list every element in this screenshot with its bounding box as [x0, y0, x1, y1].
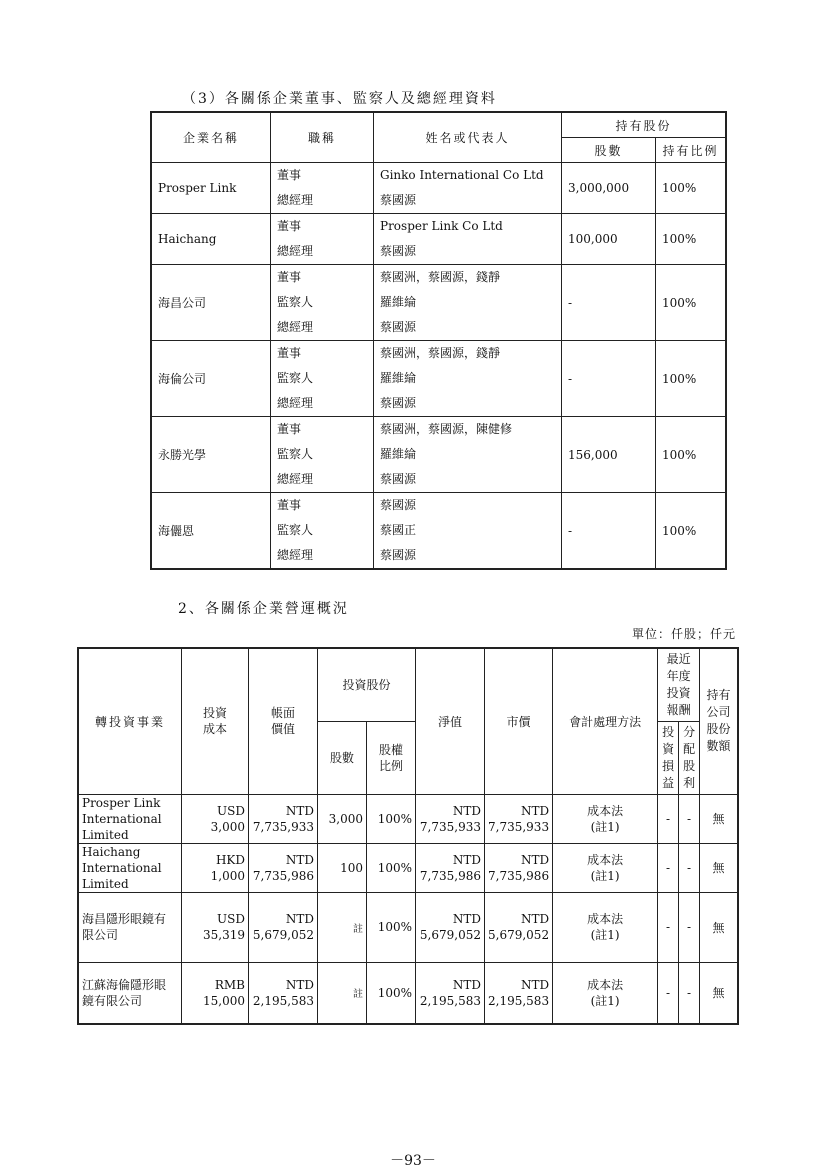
market-cell — [485, 892, 553, 962]
col-shares2: 股數 — [318, 721, 367, 794]
cell-line: Haichang — [82, 844, 141, 859]
book-cell — [249, 843, 318, 892]
cost-cell — [182, 843, 249, 892]
cell-line: USD — [217, 803, 245, 818]
title-line: 董事 — [277, 422, 302, 436]
cell-line: 5,679,052 — [252, 928, 314, 942]
title-cell — [271, 341, 374, 417]
title-line: 監察人 — [277, 371, 314, 385]
col-shares: 股數 — [562, 138, 656, 163]
cell-line: 2,195,583 — [488, 993, 550, 1008]
ratio-cell: 100% — [367, 794, 416, 843]
cell-line: 35,319 — [203, 928, 245, 942]
table-row — [78, 962, 738, 1024]
shares-cell: 3,000 — [318, 794, 367, 843]
table-row — [151, 493, 726, 570]
method-cell — [553, 892, 658, 962]
cell-line: International — [82, 860, 162, 875]
owned-cell: 無 — [700, 843, 738, 892]
market-cell — [485, 843, 553, 892]
name-line: 蔡國源 — [380, 244, 417, 258]
table-row — [151, 341, 726, 417]
cell-line: 7,735,933 — [488, 819, 550, 834]
col-networth: 淨值 — [416, 648, 485, 794]
title-line: 董事 — [277, 168, 302, 182]
shares-cell: 註 — [318, 892, 367, 962]
operations-table — [77, 647, 739, 1025]
cell-line: NTD — [285, 912, 314, 926]
cell-line: (註1) — [590, 868, 620, 883]
cell-line: (註1) — [590, 993, 620, 1008]
cell-line: 限公司 — [82, 928, 119, 942]
company-cell: Prosper Link — [151, 163, 271, 214]
table-row — [151, 417, 726, 493]
title-line: 監察人 — [277, 447, 314, 461]
cell-line: 7,735,986 — [252, 868, 314, 883]
col-method: 會計處理方法 — [553, 648, 658, 794]
directors-table-body — [151, 163, 726, 570]
title-line: 總經理 — [277, 396, 314, 410]
table-row — [78, 892, 738, 962]
gain-cell: - — [658, 892, 679, 962]
name-cell — [374, 493, 562, 570]
cell-line: NTD — [520, 852, 550, 867]
cell-line: International — [82, 811, 162, 826]
col-gainloss: 投 資 損 益 — [658, 721, 679, 794]
col-reward: 最近 年度 投資 報酬 — [658, 648, 700, 721]
cell-line: 7,735,986 — [419, 868, 481, 883]
cell-line: NTD — [285, 852, 314, 867]
cell-line: 2,195,583 — [252, 993, 314, 1008]
title-line: 總經理 — [277, 472, 314, 486]
cell-line: NTD — [285, 803, 314, 818]
ratio-cell: 100% — [656, 341, 727, 417]
cell-line: Limited — [82, 876, 129, 891]
cell-line: 15,000 — [203, 993, 245, 1008]
name-line: 蔡國源 — [380, 320, 417, 334]
cell-line: NTD — [285, 977, 314, 992]
shares-cell: 156,000 — [562, 417, 656, 493]
name-line: Ginko International Co Ltd — [380, 168, 544, 182]
cell-line: 7,735,986 — [488, 868, 550, 883]
book-cell — [249, 962, 318, 1024]
networth-cell — [416, 843, 485, 892]
gain-cell: - — [658, 962, 679, 1024]
name-cell — [374, 265, 562, 341]
unit-label: 單位：仟股；仟元 — [631, 627, 736, 641]
ratio-cell: 100% — [656, 214, 727, 265]
name-line: 蔡國洲，蔡國源，錢靜 — [380, 270, 501, 284]
company-cell: 海儷恩 — [151, 493, 271, 570]
dividend-cell: - — [679, 843, 700, 892]
ratio-cell: 100% — [367, 962, 416, 1024]
book-cell — [249, 892, 318, 962]
table-row — [151, 265, 726, 341]
name-line: 羅維綸 — [380, 371, 417, 385]
ratio-cell: 100% — [656, 265, 727, 341]
book-cell — [249, 794, 318, 843]
name-cell — [374, 163, 562, 214]
cell-line: 鏡有限公司 — [82, 993, 143, 1008]
name-cell — [374, 214, 562, 265]
cost-cell — [182, 962, 249, 1024]
name-cell — [374, 417, 562, 493]
col-business: 轉投資事業 — [78, 648, 182, 794]
col-ratio2: 股權 比例 — [367, 721, 416, 794]
cell-line: 5,679,052 — [419, 928, 481, 942]
dividend-cell: - — [679, 892, 700, 962]
dividend-cell: - — [679, 794, 700, 843]
dividend-cell: - — [679, 962, 700, 1024]
col-book: 帳面 價值 — [249, 648, 318, 794]
cell-line: NTD — [520, 912, 550, 926]
cell-line: 成本法 — [587, 803, 624, 818]
name-line: 蔡國源 — [380, 472, 417, 486]
page-number: －93－ — [390, 1153, 436, 1169]
title-line: 總經理 — [277, 244, 314, 258]
title-line: 監察人 — [277, 295, 314, 309]
cell-line: 成本法 — [587, 852, 624, 867]
cell-line: 3,000 — [210, 819, 245, 834]
operations-table-body — [78, 794, 738, 1024]
shares-cell: - — [562, 493, 656, 570]
cell-line: NTD — [452, 803, 481, 818]
ratio-cell: 100% — [656, 493, 727, 570]
shares-cell: - — [562, 341, 656, 417]
title-cell — [271, 417, 374, 493]
title-line: 董事 — [277, 346, 302, 360]
name-line: 羅維綸 — [380, 447, 417, 461]
owned-cell: 無 — [700, 962, 738, 1024]
cell-line: NTD — [452, 912, 481, 926]
title-line: 總經理 — [277, 193, 314, 207]
shares-cell: 註 — [318, 962, 367, 1024]
shares-cell: 100 — [318, 843, 367, 892]
section2-heading: 2、各關係企業營運概況 — [178, 601, 349, 617]
name-line: 蔡國洲，蔡國源，錢靜 — [380, 346, 501, 360]
company-cell: 海昌公司 — [151, 265, 271, 341]
cell-line: 7,735,933 — [419, 819, 481, 834]
ratio-cell: 100% — [367, 892, 416, 962]
cell-line: RMB — [214, 977, 245, 992]
cell-line: 成本法 — [587, 912, 624, 926]
method-cell — [553, 843, 658, 892]
title-cell — [271, 163, 374, 214]
title-line: 監察人 — [277, 523, 314, 537]
cell-line: 江蘇海倫隱形眼 — [82, 977, 167, 992]
directors-table — [150, 111, 727, 570]
owned-cell: 無 — [700, 794, 738, 843]
name-line: 蔡國正 — [380, 523, 417, 537]
cost-cell — [182, 794, 249, 843]
cell-line: 7,735,933 — [252, 819, 314, 834]
table-row — [78, 843, 738, 892]
title-line: 董事 — [277, 270, 302, 284]
cell-line: NTD — [520, 977, 550, 992]
cell-line: Limited — [82, 827, 129, 842]
cell-line: HKD — [215, 852, 245, 867]
col-holding: 持有股份 — [562, 112, 727, 138]
cell-line: 海昌隱形眼鏡有 — [82, 912, 167, 926]
title-line: 總經理 — [277, 320, 314, 334]
company-cell: 永勝光學 — [151, 417, 271, 493]
cell-line: NTD — [452, 977, 481, 992]
cell-line: NTD — [520, 803, 550, 818]
table-row — [78, 794, 738, 843]
business-cell — [78, 843, 182, 892]
cost-cell — [182, 892, 249, 962]
ratio-cell: 100% — [367, 843, 416, 892]
table-row — [151, 163, 726, 214]
networth-cell — [416, 962, 485, 1024]
name-cell — [374, 341, 562, 417]
section1-heading: （3）各關係企業董事、監察人及總經理資料 — [182, 91, 497, 107]
name-line: 蔡國源 — [380, 396, 417, 410]
shares-cell: 3,000,000 — [562, 163, 656, 214]
method-cell — [553, 794, 658, 843]
col-cost: 投資 成本 — [182, 648, 249, 794]
col-dividend: 分 配 股 利 — [679, 721, 700, 794]
business-cell — [78, 794, 182, 843]
gain-cell: - — [658, 794, 679, 843]
title-line: 董事 — [277, 498, 302, 512]
cell-line: 2,195,583 — [419, 993, 481, 1008]
title-line: 總經理 — [277, 548, 314, 562]
cell-line: 成本法 — [587, 977, 624, 992]
cell-line: Prosper Link — [82, 795, 161, 810]
title-line: 董事 — [277, 219, 302, 233]
company-cell: Haichang — [151, 214, 271, 265]
name-line: 蔡國源 — [380, 498, 417, 512]
cell-line: 5,679,052 — [488, 928, 550, 942]
col-company: 企業名稱 — [151, 112, 271, 163]
name-line: 蔡國洲，蔡國源，陳健修 — [380, 422, 513, 436]
networth-cell — [416, 892, 485, 962]
market-cell — [485, 962, 553, 1024]
business-cell — [78, 962, 182, 1024]
table-row — [151, 214, 726, 265]
business-cell — [78, 892, 182, 962]
cell-line: NTD — [452, 852, 481, 867]
networth-cell — [416, 794, 485, 843]
cell-line: 1,000 — [210, 868, 245, 883]
col-ratio: 持有比例 — [656, 138, 727, 163]
ratio-cell: 100% — [656, 417, 727, 493]
ratio-cell: 100% — [656, 163, 727, 214]
cell-line: (註1) — [590, 928, 620, 942]
owned-cell: 無 — [700, 892, 738, 962]
title-cell — [271, 265, 374, 341]
company-cell: 海倫公司 — [151, 341, 271, 417]
shares-cell: 100,000 — [562, 214, 656, 265]
cell-line: USD — [217, 912, 245, 926]
col-holding2: 投資股份 — [318, 648, 416, 721]
cell-line: (註1) — [590, 819, 620, 834]
col-name: 姓名或代表人 — [374, 112, 562, 163]
shares-cell: - — [562, 265, 656, 341]
name-line: 蔡國源 — [380, 193, 417, 207]
market-cell — [485, 794, 553, 843]
name-line: Prosper Link Co Ltd — [380, 219, 503, 233]
name-line: 蔡國源 — [380, 548, 417, 562]
gain-cell: - — [658, 843, 679, 892]
title-cell — [271, 214, 374, 265]
title-cell — [271, 493, 374, 570]
method-cell — [553, 962, 658, 1024]
col-market: 市價 — [485, 648, 553, 794]
col-owned: 持有 公司 股份 數額 — [700, 648, 738, 794]
name-line: 羅維綸 — [380, 295, 417, 309]
col-title: 職稱 — [271, 112, 374, 163]
